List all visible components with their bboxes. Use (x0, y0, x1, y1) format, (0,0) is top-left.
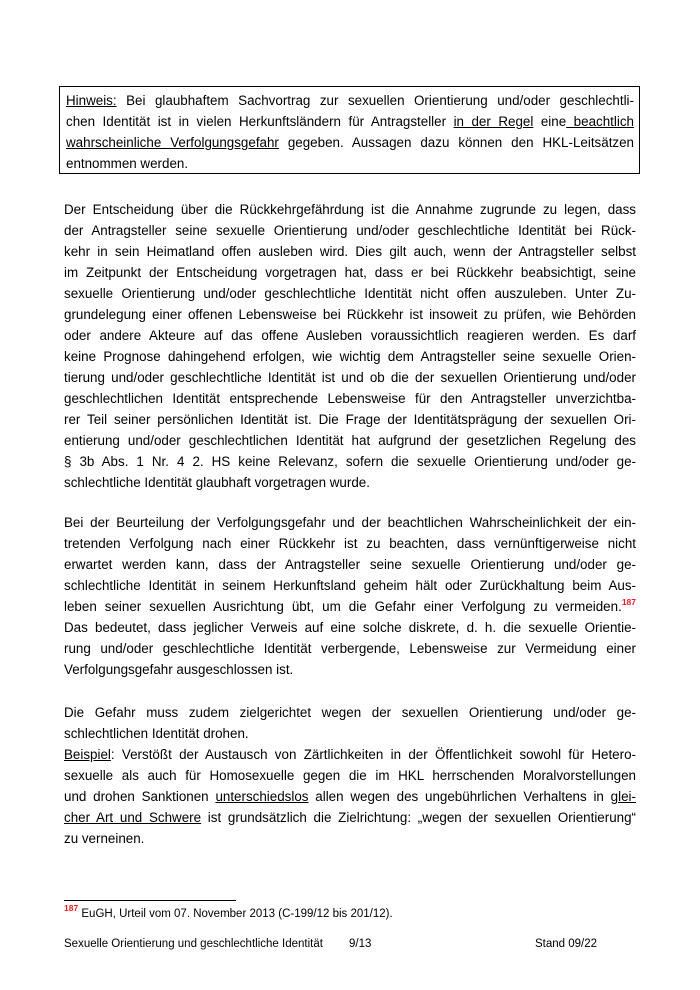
note-line-3: wahrscheinliche Verfolgungsgefahr gegeben. Aussagen dazu können den HKL-Leitsätzen (66, 135, 635, 150)
para2-line: Bei der Beurteilung der Verfolgungsgefahr und der beachtlichen Wahrscheinlichkeit der ein- (64, 515, 636, 530)
footnote-ref[interactable]: 187 (621, 597, 636, 607)
para1-line: geschlechtlichen Identität entsprechende Lebensweise für den Antragsteller unverzichtba- (64, 391, 636, 406)
para1-line: Der Entscheidung über die Rückkehrgefährdung ist die Annahme zugrunde zu legen, dass (64, 202, 636, 217)
para1-line: sexuelle Orientierung und/oder geschlechtliche Identität nicht offen auszuleben. Unter Zu- (64, 286, 636, 301)
example-label: Beispiel (64, 747, 111, 762)
example-line-2: sexuelle als auch für Homosexuelle gegen die im HKL herrschenden Moralvorstellungen (64, 768, 636, 783)
para2-line: tretenden Verfolgung nach einer Rückkehr ist zu beachten, dass vernünftigerweise nicht (64, 536, 636, 551)
para2-line: leben seiner sexuellen Ausrichtung übt, um die Gefahr einer Verfolgung zu vermeiden.$^{187}$ (64, 597, 636, 614)
para1-line: kehr in sein Heimatland offen ausleben wird. Dies gilt auch, wenn der Antragsteller selbst (64, 244, 636, 259)
note-label: Hinweis: (66, 93, 117, 108)
example-line-3: und drohen Sanktionen unterschiedslos allen wegen des ungebührlichen Verhaltens in glei- (64, 789, 636, 804)
para2-line: Verfolgungsgefahr ausgeschlossen ist. (64, 662, 294, 677)
footer-page-number: 9/13 (349, 938, 372, 950)
para1-line: tierung und/oder geschlechtliche Identität ist und ob die der sexuellen Orientierung und/oder (64, 370, 636, 385)
para1-line: § 3b Abs. 1 Nr. 4 2. HS keine Relevanz, sofern die sexuelle Orientierung und/oder ge- (64, 454, 636, 469)
para1-line: oder andere Akteure auf das offene Ausleben voraussichtlich reagieren werden. Es darf (64, 328, 636, 343)
footer-status: Stand 09/22 (535, 938, 598, 950)
footnote: $^{187}$ EuGH, Urteil vom 07. November 2013 (C-199/12 bis 201/12). (64, 903, 393, 920)
note-line-2: chen Identität ist in vielen Herkunftsländern für Antragsteller in der Regel eine beachtlich (66, 114, 634, 129)
para2-line: erwartet werden kann, dass der Antragsteller seine sexuelle Orientierung und/oder ge- (64, 557, 636, 572)
para2-line: Das bedeutet, dass jeglicher Verweis auf eine solche diskrete, d. h. die sexuelle Orientie- (64, 620, 636, 635)
example-line-4: cher Art und Schwere ist grundsätzlich die Zielrichtung: „wegen der sexuellen Orientierung“ (64, 810, 636, 825)
para1-line: schlechtliche Identität glaubhaft vorgetragen wurde. (64, 475, 370, 490)
note-line-4: entnommen werden. (66, 156, 189, 171)
note-line-1: Hinweis: Bei glaubhaftem Sachvortrag zur sexuellen Orientierung und/oder geschlechtli- (66, 93, 634, 108)
para3-line: Die Gefahr muss zudem zielgerichtet wegen der sexuellen Orientierung und/oder ge- (64, 705, 636, 720)
footer-title: Sexuelle Orientierung und geschlechtliche Identität (64, 938, 323, 950)
para1-line: rer Teil seiner persönlichen Identität ist. Die Frage der Identitätsprägung der sexuellen Ori- (64, 412, 636, 427)
para3-line: schlechtlichen Identität drohen. (64, 726, 249, 741)
footnote-separator (64, 900, 236, 901)
para1-line: keine Prognose dahingehend erfolgen, wie wichtig dem Antragsteller seine sexuelle Orien- (64, 349, 636, 364)
para1-line: der Antragsteller seine sexuelle Orientierung und/oder geschlechtliche Identität bei Rück- (64, 223, 636, 238)
para2-line: schlechtliche Identität in seinem Herkunftsland geheim hält oder Zurückhaltung beim Aus- (64, 578, 636, 593)
footnote-number: 187 (64, 903, 79, 913)
para1-line: im Zeitpunkt der Entscheidung vorgetragen hat, dass er bei Rückkehr beabsichtigt, seine (64, 265, 636, 280)
para2-line: rung und/oder geschlechtliche Identität verbergende, Lebensweise zur Vermeidung einer (64, 641, 636, 656)
example-line-1: Beispiel: Verstößt der Austausch von Zärtlichkeiten in der Öffentlichkeit sowohl für Hetero- (64, 747, 636, 762)
example-line-5: zu verneinen. (64, 831, 145, 846)
para1-line: entierung und/oder geschlechtlichen Identität hat aufgrund der gesetzlichen Regelung des (64, 433, 636, 448)
para1-line: grundelegung einer offenen Lebensweise bei Rückkehr ist insoweit zu prüfen, wie Behörden (64, 307, 636, 322)
